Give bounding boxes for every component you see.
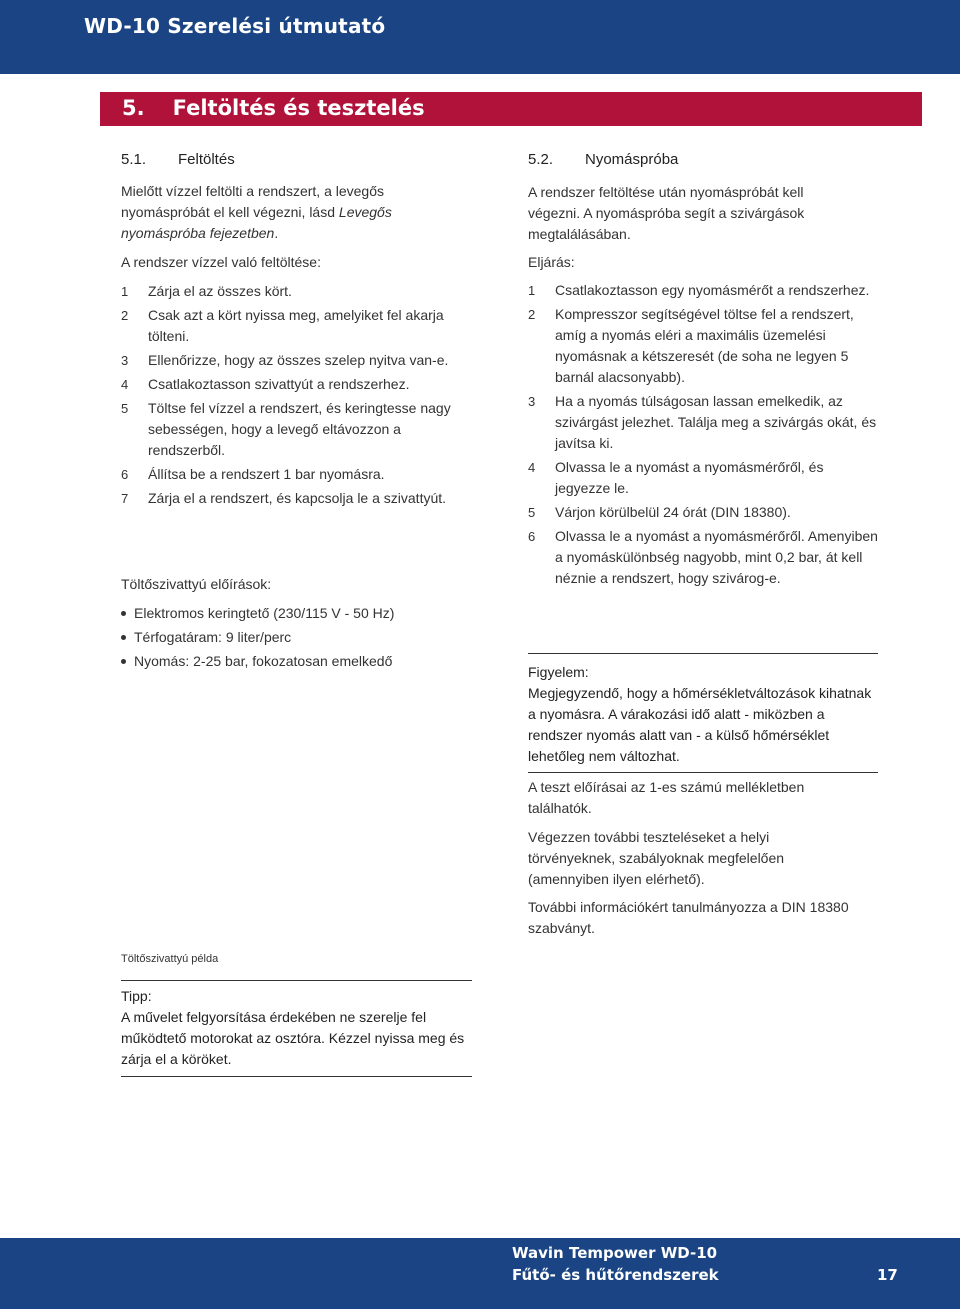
pressure-test-steps bbox=[528, 280, 878, 589]
list-item: 2 Csak azt a kört nyissa meg, amelyiket fel akarja tölteni. bbox=[121, 307, 444, 344]
list-item: 6 Állítsa be a rendszert 1 bar nyomásra. bbox=[121, 466, 385, 482]
list-item: Térfogatáram: 9 liter/perc bbox=[121, 625, 481, 649]
fill-procedure-label: A rendszer vízzel való feltöltése: bbox=[121, 254, 321, 270]
document-title: WD-10 Szerelési útmutató bbox=[84, 14, 386, 38]
pump-specs-label: Töltőszivattyú előírások: bbox=[121, 576, 272, 592]
page-number: 17 bbox=[877, 1266, 898, 1284]
list-item: 2 Kompresszor segítségével töltse fel a rendszert, amíg a nyomás eléri a maximális üzemelési nyomásnak a kétszeresét (de soha ne legyen 5 barnál alacsonyabb). bbox=[528, 306, 854, 385]
list-item: 3 Ha a nyomás túlságosan lassan emelkedik, az szivárgást jelezhet. Találja meg a szivárgás okát, és javítsa ki. bbox=[528, 393, 877, 451]
tip-box bbox=[121, 980, 472, 1077]
list-item: 1 Zárja el az összes kört. bbox=[121, 283, 292, 299]
list-item: 7 Zárja el a rendszert, és kapcsolja le a szivattyút. bbox=[121, 490, 447, 506]
list-item: 5 Töltse fel vízzel a rendszert, és keringtesse nagy sebességen, hogy a levegő eltávozzon a rendszerből. bbox=[121, 400, 451, 458]
list-item: 4 Csatlakoztasson szivattyút a rendszerhez. bbox=[121, 376, 410, 392]
subsection-heading-pressure-test: 5.2. Nyomáspróba bbox=[528, 151, 679, 168]
pump-specs-list bbox=[121, 601, 481, 673]
more-info-paragraph: További információkért tanulmányozza a DIN 18380 szabványt. bbox=[528, 899, 849, 936]
warning-text: Megjegyzendő, hogy a hőmérsékletváltozások kihatnak a nyomásra. A várakozási idő alatt - miközben a rendszer nyomás alatt van - a külső hőmérséklet lehetőleg nem változhat. bbox=[528, 685, 872, 764]
filling-intro: Mielőtt vízzel feltölti a rendszert, a levegős nyomáspróbát el kell végezni, lásd Levegős nyomáspróba fejezetben. bbox=[121, 183, 392, 241]
pressure-test-intro: A rendszer feltöltése után nyomáspróbát kell végezni. A nyomáspróba segít a szivárgások megtalálásában. bbox=[528, 184, 805, 242]
warning-box bbox=[528, 653, 878, 773]
additional-tests-paragraph: Végezzen további teszteléseket a helyi törvényeknek, szabályoknak megfelelően (amennyiben ilyen elérhető). bbox=[528, 829, 785, 887]
list-item: Nyomás: 2-25 bar, fokozatosan emelkedő bbox=[121, 649, 481, 673]
footer-bar bbox=[0, 1238, 960, 1309]
bullet-icon bbox=[121, 635, 126, 640]
footer-subtitle: Fűtő- és hűtőrendszerek bbox=[512, 1266, 719, 1284]
list-item: 5 Várjon körülbelül 24 órát (DIN 18380). bbox=[528, 504, 791, 520]
procedure-label: Eljárás: bbox=[528, 254, 575, 270]
filling-steps bbox=[121, 281, 471, 509]
section-number: 5. bbox=[122, 96, 145, 120]
list-item: Elektromos keringtető (230/115 V - 50 Hz) bbox=[121, 601, 481, 625]
header-bar bbox=[0, 0, 960, 74]
tip-text: A művelet felgyorsítása érdekében ne szerelje fel működtető motorokat az osztóra. Kézzel nyissa meg és zárja el a köröket. bbox=[121, 1009, 465, 1067]
section-title-bar bbox=[100, 92, 922, 126]
list-item: 4 Olvassa le a nyomást a nyomásmérőről, és jegyezze le. bbox=[528, 459, 824, 496]
section-title-text: Feltöltés és tesztelés bbox=[172, 96, 425, 120]
bullet-icon bbox=[121, 611, 126, 616]
list-item: 1 Csatlakoztasson egy nyomásmérőt a rendszerhez. bbox=[528, 282, 870, 298]
tip-label: Tipp: bbox=[121, 988, 152, 1004]
bullet-icon bbox=[121, 659, 126, 664]
section-title bbox=[122, 96, 425, 120]
figure-caption: Töltőszivattyú példa bbox=[121, 953, 219, 965]
footer-brand: Wavin Tempower WD-10 bbox=[512, 1244, 718, 1262]
warning-label: Figyelem: bbox=[528, 664, 589, 680]
list-item: 6 Olvassa le a nyomást a nyomásmérőről. Amenyiben a nyomáskülönbség nagyobb, mint 0,2 bar, át kell néznie a rendszert, hogy szivárog-e. bbox=[528, 528, 878, 586]
list-item: 3 Ellenőrizze, hogy az összes szelep nyitva van-e. bbox=[121, 352, 449, 368]
test-specs-paragraph: A teszt előírásai az 1-es számú mellékletben találhatók. bbox=[528, 779, 805, 816]
section-reference-link[interactable]: Levegős nyomáspróba fejezetben bbox=[121, 204, 392, 241]
subsection-heading-filling: 5.1. Feltöltés bbox=[121, 151, 235, 168]
